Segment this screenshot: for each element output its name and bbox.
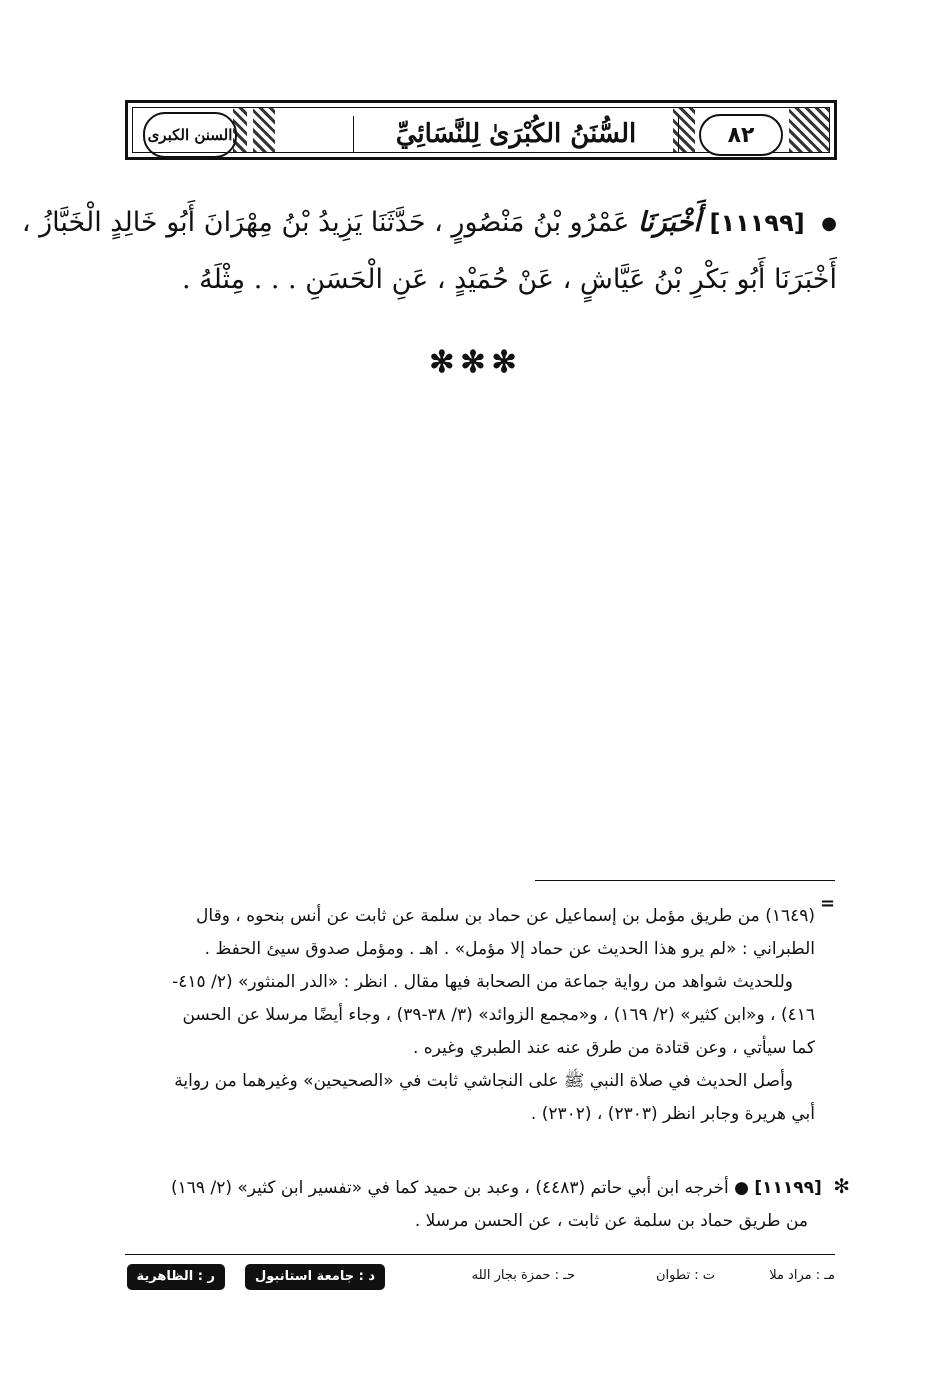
manuscript-key (125, 1262, 835, 1294)
bottom-rule (125, 1254, 835, 1255)
footnote-rule (535, 880, 835, 881)
hadith-line-2: أَخْبَرَنَا أَبُو بَكْرِ بْنُ عَيَّاشٍ ، عَنْ حُمَيْدٍ ، عَنِ الْحَسَنِ . . . مِثْلَهُ . (181, 263, 837, 295)
page-header (125, 100, 837, 160)
footnote-line: كما سيأتي ، وعن قتادة من طرق عنه عند الطبري وغيره . (412, 1038, 815, 1058)
book-title: السُّنَنُ الكُبْرَىٰ لِلنَّسَائِيِّ (353, 116, 679, 152)
continuation-mark: = (820, 893, 836, 914)
header-inner-frame (132, 107, 830, 153)
footnotes (125, 900, 815, 1131)
hadith-lead: أَخْبَرَنَا (637, 207, 701, 238)
manuscript-d-badge: د : جامعة استانبول (245, 1264, 385, 1290)
footnote-hadith-line-2: من طريق حماد بن سلمة عن ثابت ، عن الحسن مرسلا . (414, 1211, 808, 1231)
footnote-hadith-line-1 (125, 1170, 850, 1205)
footnote-line: وأصل الحديث في صلاة النبي ﷺ على النجاشي ثابت في «الصحيحين» وغيرهما من رواية (174, 1071, 793, 1091)
seal-text: السنن الكبرى (147, 126, 233, 144)
hadith-line-1-text: عَمْرُو بْنُ مَنْصُورٍ ، حَدَّثَنَا يَزِيدُ بْنُ مِهْرَانَ أَبُو خَالِدٍ الْخَبَّازُ ، (21, 207, 630, 238)
footnote-line: الطبراني : «لم يرو هذا الحديث عن حماد إلا مؤمل» . اهـ . ومؤمل صدوق سيئ الحفظ . (204, 939, 815, 959)
ornament-right (789, 108, 829, 152)
asterisk-icon: ✻ (833, 1174, 850, 1198)
footnote-hadith-number: [١١١٩٩] (754, 1178, 822, 1198)
manuscript-t: ت : تطوان (655, 1268, 715, 1283)
bullet-icon: ● (821, 212, 837, 234)
hadith-number: [١١١٩٩] (709, 209, 805, 237)
ornament-mid-left (253, 108, 275, 152)
hadith-text (21, 195, 837, 308)
page-number: ٨٢ (727, 122, 755, 148)
footnote-line: أبي هريرة وجابر انظر (٢٣٠٣) ، (٢٣٠٢) . (530, 1104, 815, 1124)
footnote-hadith-text: ● أخرجه ابن أبي حاتم (٤٤٨٣) ، وعبد بن حميد كما في «تفسير ابن كثير» (٢/ ١٦٩) (171, 1178, 749, 1198)
page-number-cartouche (699, 114, 783, 156)
footnote-line: ٤١٦) ، و«ابن كثير» (٢/ ١٦٩) ، و«مجمع الزوائد» (٣/ ٣٨-٣٩) ، وجاء أيضًا مرسلا عن الحسن (182, 1005, 815, 1025)
section-separator: ✻✻✻ (429, 345, 523, 380)
footnote-hadith (125, 1170, 850, 1238)
hadith-line-1 (21, 195, 837, 252)
manuscript-m: مـ : مراد ملا (769, 1268, 835, 1283)
footnote-line: وللحديث شواهد من رواية جماعة من الصحابة فيها مقال . انظر : «الدر المنثور» (٢/ ٤١٥- (172, 972, 793, 992)
manuscript-h: حـ : حمزة بجار الله (471, 1268, 575, 1283)
manuscript-r-badge: ر : الظاهرية (127, 1264, 225, 1290)
book-seal (143, 112, 237, 158)
footnote-line: (١٦٤٩) من طريق مؤمل بن إسماعيل عن حماد بن سلمة عن ثابت عن أنس بنحوه ، وقال (196, 906, 815, 926)
